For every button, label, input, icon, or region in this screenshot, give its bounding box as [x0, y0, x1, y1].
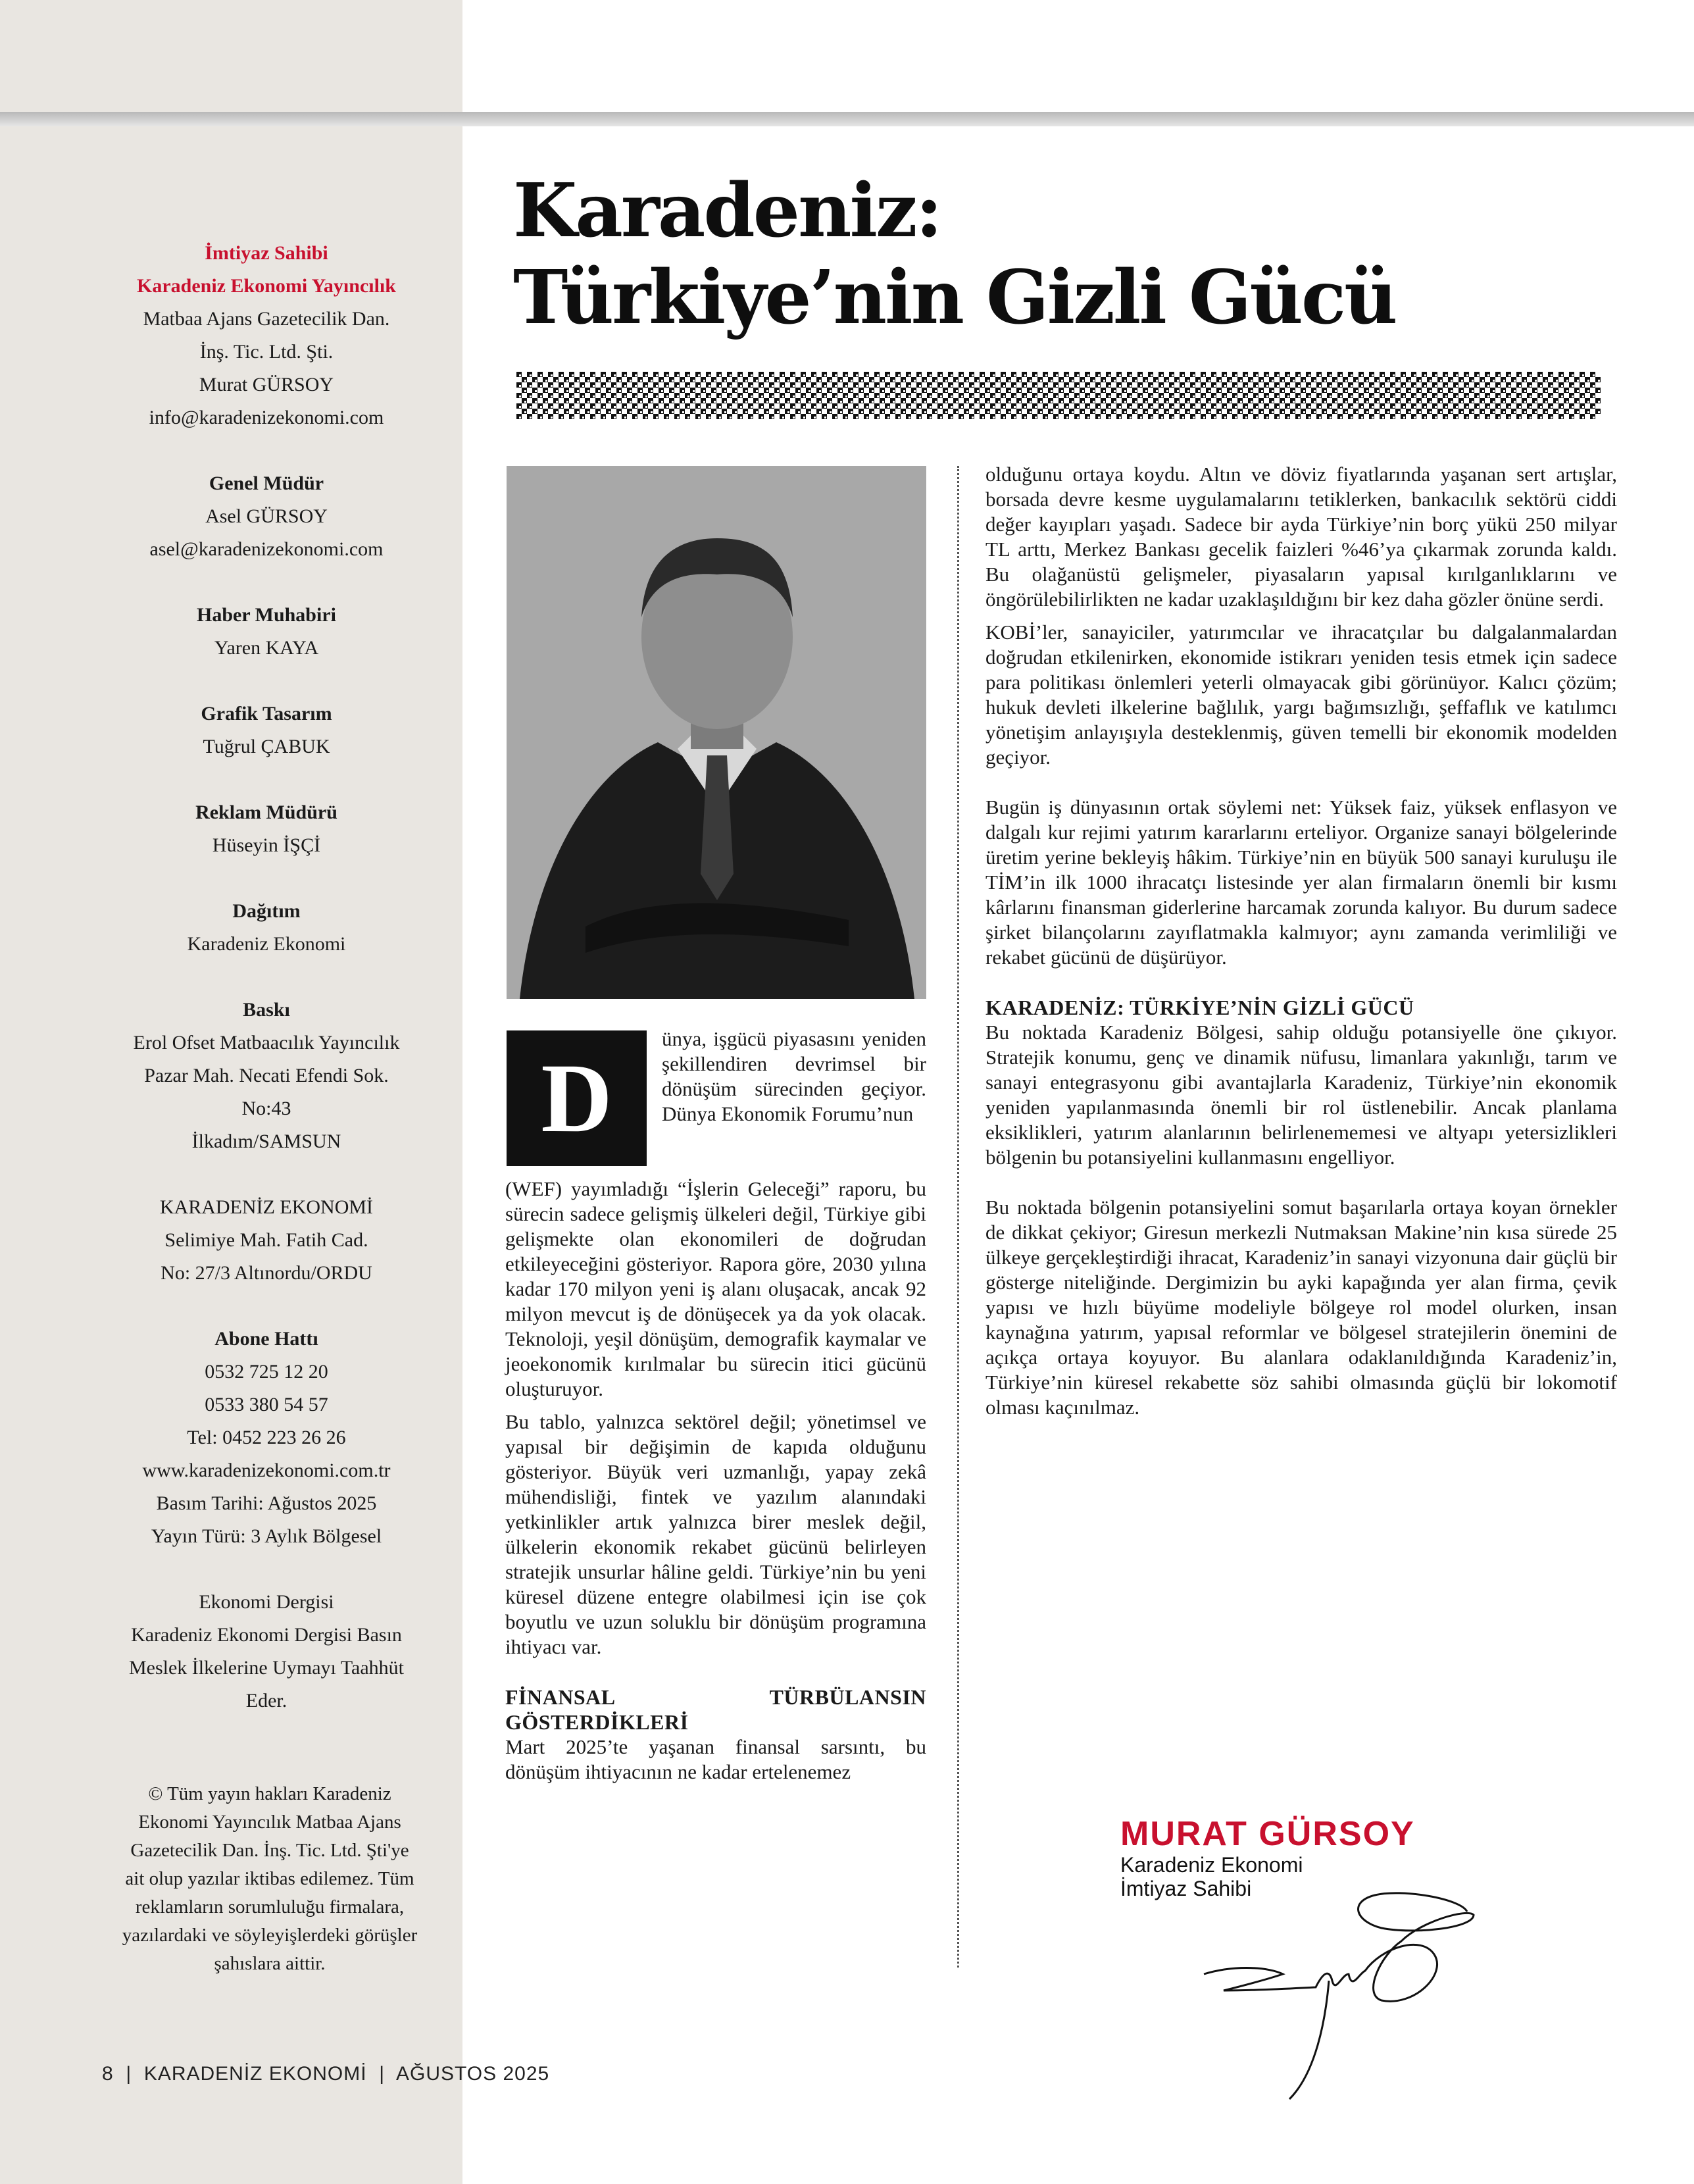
column-divider	[957, 466, 959, 1968]
page-footer: 8 | KARADENİZ EKONOMİ | AĞUSTOS 2025	[102, 2063, 550, 2085]
sub-label: Abone Hattı	[214, 1328, 318, 1350]
paragraph-1: (WEF) yayımladığı “İşlerin Geleceği” raporu, bu sürecin sadece gelişmiş ülkeleri değil, Türkiye gibi gelişmekte olan ekonomileri de doğrudan etkileyeceğini gösteriyor. Rapora göre, 2030 yılına kadar 170 milyon yeni iş alanı oluşacak, ancak 92 milyon mevcut iş de dönüşecek ya da yok olacak. Teknoloji, yeşil dönüşüm, demografik kaymalar ve jeoekonomik kırılmalar bu sürecin itici gücünü oluşturuyor.	[505, 1177, 926, 1400]
author-name: MURAT GÜRSOY	[1120, 1815, 1415, 1853]
paragraph-7: Bu noktada Karadeniz Bölgesi, sahip olduğu potansiyelle öne çıkıyor. Stratejik konumu, genç ve dinamik nüfusu, limanlara yakınlığı, tarım ve sanayi entegrasyonu gibi avantajlarla Karadeniz, Türkiye’nin ekonomik yeniden yapılanmasında önemli bir rol üstlenebilir. Ancak planlama eksiklikleri, yatırım alanlarının belirlenememesi ve altyapı yetersizlikleri bölgenin bu potansiyelini kullanmasını engelliyor.	[985, 1021, 1617, 1169]
paragraph-2: Bu tablo, yalnızca sektörel değil; yönetimsel ve yapısal bir değişimin de kapıda olduğunu gösteriyor. Büyük veri uzmanlığı, yapay zekâ mühendisliği, fintek ve yazılım alanındaki yetkinlikler artık yalnızca birer meslek değil, ülkelerin ekonomik rekabet gücünü belirleyen stratejik unsurlar hâline geldi. Türkiye’nin bu yeni küresel düzene entegre olabilmesi için ise çok boyutlu ve uzun soluklu bir dönüşüm programına ihtiyacı var.	[505, 1410, 926, 1658]
subheading-financial: FİNANSAL TÜRBÜLANSIN GÖSTERDİKLERİ	[505, 1685, 926, 1734]
author-role: Karadeniz Ekonomi	[1120, 1853, 1303, 1877]
paragraph-5: KOBİ’ler, sanayiciler, yatırımcılar ve ihracatçılar bu dalgalanmalardan doğrudan etkilenirken, ekonomide istikrarı yeniden tesis etmek için sadece para politikası önlemleri yeterli olmayacak gibi görünüyor. Kalıcı çözüm; hukuk devleti ilkelerine bağlılık, yargı bağımsızlığı, şeffaflık ve katılımcı yönetişim anlayışıyla desteklenmiş, güven temelli bir ekonomik modelden geçiyor.	[985, 621, 1617, 769]
reporter-label: Haber Muhabiri	[197, 604, 336, 626]
owner-line: İnş. Tic. Ltd. Şti.	[199, 341, 334, 363]
copyright-notice	[92, 1780, 447, 1978]
print-line: İlkadım/SAMSUN	[191, 1130, 341, 1152]
paragraph-3: Mart 2025’te yaşanan finansal sarsıntı, bu dönüşüm ihtiyacının ne kadar ertelenemez	[505, 1735, 926, 1783]
design-name: Tuğrul ÇABUK	[203, 736, 330, 757]
gm-email: asel@karadenizekonomi.com	[149, 538, 384, 560]
reporter-name: Yaren KAYA	[214, 637, 319, 659]
subheading-karadeniz: KARADENİZ: TÜRKİYE’NİN GİZLİ GÜCÜ	[985, 996, 1414, 1019]
owner-label: İmtiyaz Sahibi	[205, 242, 328, 264]
sub-line: Yayın Türü: 3 Aylık Bölgesel	[151, 1525, 382, 1547]
copyright-line: Ekonomi Yayıncılık Matbaa Ajans	[138, 1812, 401, 1833]
top-band	[462, 0, 1694, 112]
office-line: No: 27/3 Altınordu/ORDU	[161, 1262, 372, 1284]
gm-line: Asel GÜRSOY	[205, 505, 328, 527]
signature-icon	[1184, 1875, 1480, 2112]
title-line-2: Türkiye’nin Gizli Gücü	[513, 255, 1396, 341]
article-title	[513, 168, 1396, 342]
paragraph-6: Bugün iş dünyasının ortak söylemi net: Yüksek faiz, yüksek enflasyon ve dalgalı kur rejimi yatırım kararlarını erteliyor. Organize sanayi bölgelerinde üretim yerine bekleyiş hâkim. Türkiye’nin en büyük 500 sanayi kuruluşu ile TİM’in ilk 1000 ihracatçı listesinde yer alan firmaların önemli bir kısmı kârlarını finansman giderlerine harcamak zorunda kalıyor. Bu durum sadece şirket bilançolarını zayıflatmakla kalmıyor; aynı zamanda verimliliği ve rekabet gücünü de düşürüyor.	[985, 796, 1617, 969]
decorative-pattern-band	[516, 372, 1601, 419]
owner-email: info@karadenizekonomi.com	[149, 407, 384, 428]
ads-name: Hüseyin İŞÇİ	[212, 834, 321, 856]
ethics-line: Meslek İlkelerine Uymayı Taahhüt	[128, 1657, 405, 1679]
ethics-line: Ekonomi Dergisi	[199, 1591, 334, 1613]
ethics-line: Eder.	[245, 1690, 287, 1712]
owner-line: Matbaa Ajans Gazetecilik Dan.	[143, 308, 390, 330]
website: www.karadenizekonomi.com.tr	[142, 1460, 391, 1481]
dist-label: Dağıtım	[232, 900, 301, 922]
print-line: Pazar Mah. Necati Efendi Sok.	[144, 1065, 389, 1086]
copyright-line: Gazetecilik Dan. İnş. Tic. Ltd. Şti'ye	[130, 1840, 409, 1861]
ethics-line: Karadeniz Ekonomi Dergisi Basın	[131, 1624, 402, 1646]
lead-paragraph: ünya, işgücü piyasasını yeniden şekillendiren devrimsel bir dönüşüm sürecinden geçiyor. Dünya Ekonomik Forumu’nun	[662, 1027, 926, 1125]
sub-line: Basım Tarihi: Ağustos 2025	[156, 1492, 377, 1514]
drop-cap: D	[507, 1030, 647, 1166]
copyright-line: şahıslara aittir.	[214, 1953, 326, 1974]
copyright-line: reklamların sorumluluğu firmalara,	[135, 1896, 405, 1917]
office-line: Selimiye Mah. Fatih Cad.	[164, 1229, 368, 1251]
office-line: KARADENİZ EKONOMİ	[159, 1196, 374, 1218]
paragraph-8: Bu noktada bölgenin potansiyelini somut başarılarla ortaya koyan örnekler de dikkat çekiyor; Giresun merkezli Nutmaksan Makine’nin kısa sürede 25 ülkeye gerçekleştirdiği ihracat, Karadeniz’in sanayi vizyonuna dair güçlü bir gösterge niteliğinde. Dergimizin bu ayki kapağında yer alan firma, çevik yapısı ve hızlı büyüme modeliyle bölgeye rol model olurken, insan kaynağına yatırım, yapısal reformlar ve bölgesel stratejilerin önemini de açıkça ortaya koyuyor. Bu alanlara odaklanıldığında Karadeniz’in, Türkiye’nin küresel rekabette söz sahibi olmasında güçlü bir lokomotif olması kaçınılmaz.	[985, 1196, 1617, 1419]
print-label: Baskı	[243, 999, 290, 1021]
article-column-2	[985, 462, 1617, 1420]
copyright-line: yazılardaki ve söyleyişlerdeki görüşler	[122, 1925, 418, 1946]
owner-line: Murat GÜRSOY	[199, 374, 334, 395]
design-label: Grafik Tasarım	[201, 703, 332, 724]
sub-line: 0532 725 12 20	[205, 1361, 328, 1383]
article-column-1	[505, 1177, 926, 1785]
print-line: No:43	[241, 1098, 291, 1119]
dist-name: Karadeniz Ekonomi	[187, 933, 346, 955]
header-rule	[0, 112, 1694, 126]
paragraph-4: olduğunu ortaya koydu. Altın ve döviz fiyatlarında yaşanan sert artışlar, borsada devre kesme uygulamalarını tetiklerken, bankacılık sektörü ciddi değer kayıpları yaşadı. Sadece bir ayda Türkiye’nin borç yükü 250 milyar TL arttı, Merkez Bankası gecelik faizleri %46’ya çıkarmak zorunda kaldı. Bu olağanüstü gelişmeler, piyasaların yapısal kırılganlıklarını ve öngörülebilirlikten ne kadar uzaklaşıldığını bir kez daha gözler önüne serdi.	[985, 463, 1617, 611]
owner-company: Karadeniz Ekonomi Yayıncılık	[137, 275, 396, 297]
sub-line: 0533 380 54 57	[205, 1394, 328, 1415]
author-portrait	[507, 466, 926, 999]
author-title: İmtiyaz Sahibi	[1120, 1877, 1252, 1900]
ads-label: Reklam Müdürü	[195, 801, 337, 823]
sub-line: Tel: 0452 223 26 26	[187, 1427, 346, 1448]
copyright-line: © Tüm yayın hakları Karadeniz	[148, 1783, 391, 1804]
title-line-1: Karadeniz:	[513, 168, 941, 254]
imprint	[53, 237, 480, 1717]
copyright-line: ait olup yazılar iktibas edilemez. Tüm	[125, 1868, 414, 1889]
print-line: Erol Ofset Matbaacılık Yayıncılık	[133, 1032, 400, 1054]
gm-label: Genel Müdür	[209, 472, 324, 494]
